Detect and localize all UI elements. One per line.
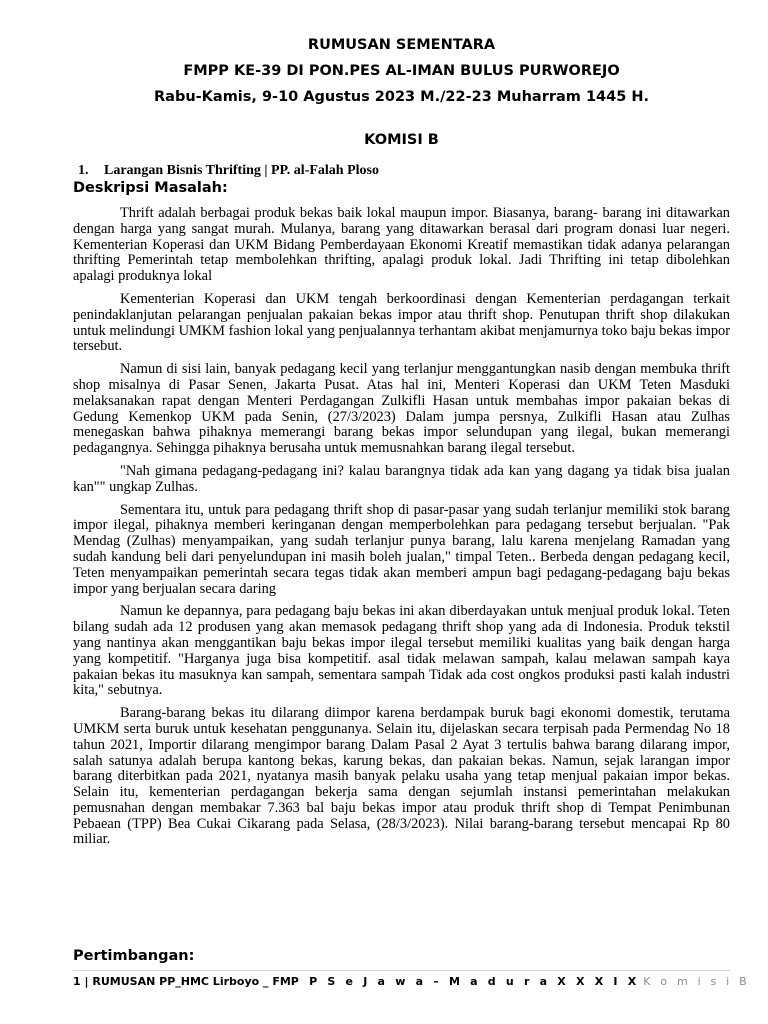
document-page bbox=[73, 32, 730, 855]
paragraph: Namun ke depannya, para pedagang baju bekas ini akan diberdayakan untuk menjual produk lokal. Teten bilang sudah ada 12 produsen yang akan memasok pedagang thrift shop yang ada di Indonesia. Produk tekstil yang nantinya akan menggantikan baju bekas impor ilegal tersebut memiliki kualitas yang baik dengan harga yang kompetitif. "Harganya juga bisa kompetitif. asal tidak melawan sampah, kalau melawan sampah kaya pakaian bekas itu masuknya kan sampah, sementara sampah Tidak ada cost ongkos produksi pasti kalah industri kita," sebutnya. bbox=[73, 603, 730, 699]
item-title bbox=[73, 163, 730, 179]
paragraph: Kementerian Koperasi dan UKM tengah berkoordinasi dengan Kementerian perdagangan terkait penindaklanjutan pelarangan penjualan pakaian bekas impor atau thrift shop. Penutupan thrift shop dilakukan untuk melindungi UMKM fashion lokal yang penjualannya terhantam akibat menjamurnya toko baju bekas impor tersebut. bbox=[73, 290, 730, 355]
item-title-text: Larangan Bisnis Thrifting | PP. al-Falah Ploso bbox=[104, 163, 379, 178]
description-body bbox=[73, 206, 730, 848]
footer-komisi: K o m i s i B bbox=[643, 975, 750, 988]
paragraph: "Nah gimana pedagang-pedagang ini? kalau barangnya tidak ada kan yang dagang ya tidak bisa jualan kan"" ungkap Zulhas. bbox=[73, 462, 730, 495]
event-date: Rabu-Kamis, 9-10 Agustus 2023 M./22-23 Muharram 1445 H. bbox=[154, 89, 649, 105]
page-number: 1 bbox=[73, 975, 81, 988]
document-title: RUMUSAN SEMENTARA bbox=[307, 37, 496, 53]
paragraph: Thrift adalah berbagai produk bekas baik lokal maupun impor. Biasanya, barang- barang ini ditawarkan dengan harga yang sangat murah. Mulanya, barang yang ditawarkan berasal dari program donasi luar negeri. Kementerian Koperasi dan UKM Bidang Pemberdayaan Ekonomi Kreatif memastikan tidak adanya pelarangan thrifting Pemerintah tetap membolehkan thrifting, apalagi produk lokal. Jadi Thrifting ini tetap dibolehkan apalagi produknya lokal bbox=[73, 205, 730, 285]
paragraph: Sementara itu, untuk para pedagang thrift shop di pasar-pasar yang sudah terlanjur memiliki stok barang impor ilegal, pihaknya memberi keringanan dengan memperbolehkan para pedagang tersebut berjualan. "Pak Mendag (Zulhas) menyampaikan, yang sudah terlanjur punya barang, lalu karena menjelang Ramadan yang sudah kandung beli dari penyelundupan ini masih boleh jualan," timpal Teten.. Berbeda dengan pedagang kecil, Teten menyampaikan pemerintah secara tegas tidak akan memberi ampun bagi pedagang-pedagang baju bekas impor yang berjualan secara daring bbox=[73, 501, 730, 597]
footer-spaced-text: P P S e J a w a – M a d u r a X X X I X bbox=[290, 975, 640, 988]
paragraph: Namun di sisi lain, banyak pedagang kecil yang terlanjur menggantungkan nasib dengan membuka thrift shop misalnya di Pasar Senen, Jakarta Pusat. Atas hal ini, Menteri Koperasi dan UKM Teten Masduki melaksanakan rapat dengan Menteri Perdagangan Zulkifli Hasan untuk membahas impor pakaian bekas di Gedung Kemenkop UKM pada Senin, (27/3/2023) Dalam jumpa persnya, Zulkifli Hasan atau Zulhas menegaskan bahwa pihaknya memerangi barang bekas impor selundupan yang ilegal, bukan memerangi pedagangnya. Sehingga pihaknya berusaha untuk memusnahkan barang ilegal tersebut. bbox=[73, 361, 730, 457]
footer-text: RUMUSAN PP_HMC Lirboyo _ FM bbox=[92, 975, 291, 988]
item-number: 1. bbox=[78, 163, 89, 178]
section-deskripsi-heading: Deskripsi Masalah: bbox=[73, 180, 228, 196]
footer-separator: | bbox=[84, 975, 89, 988]
page-footer bbox=[73, 970, 750, 988]
section-pertimbangan-heading: Pertimbangan: bbox=[73, 948, 195, 964]
komisi-heading: KOMISI B bbox=[364, 132, 439, 148]
event-title: FMPP KE-39 DI PON.PES AL-IMAN BULUS PURWOREJO bbox=[183, 63, 620, 79]
paragraph: Barang-barang bekas itu dilarang diimpor karena berdampak buruk bagi ekonomi domestik, terutama UMKM serta buruk untuk kesehatan penggunanya. Selain itu, dijelaskan secara terpisah pada Permendag No 18 tahun 2021, Importir dilarang mengimpor barang Dalam Pasal 2 Ayat 3 tertulis bahwa barang dilarang impor, salah satunya adalah berupa kantong bekas, karung bekas, dan pakaian bekas. Namun, sejak larangan impor barang diterbitkan pada 2021, nyatanya masih banyak pelaku usaha yang tetap menjual pakaian impor bekas. Selain itu, kementerian perdagangan bekerja sama dengan sejumlah instansi pemerintahan melakukan pemusnahan dengan membakar 7.363 bal baju bekas impor atau produk thrift shop di Tempat Penimbunan Pebaean (TPP) Bea Cukai Cikarang pada Selasa, (28/3/2023). Nilai barang-barang tersebut mencapai Rp 80 miliar. bbox=[73, 705, 730, 848]
